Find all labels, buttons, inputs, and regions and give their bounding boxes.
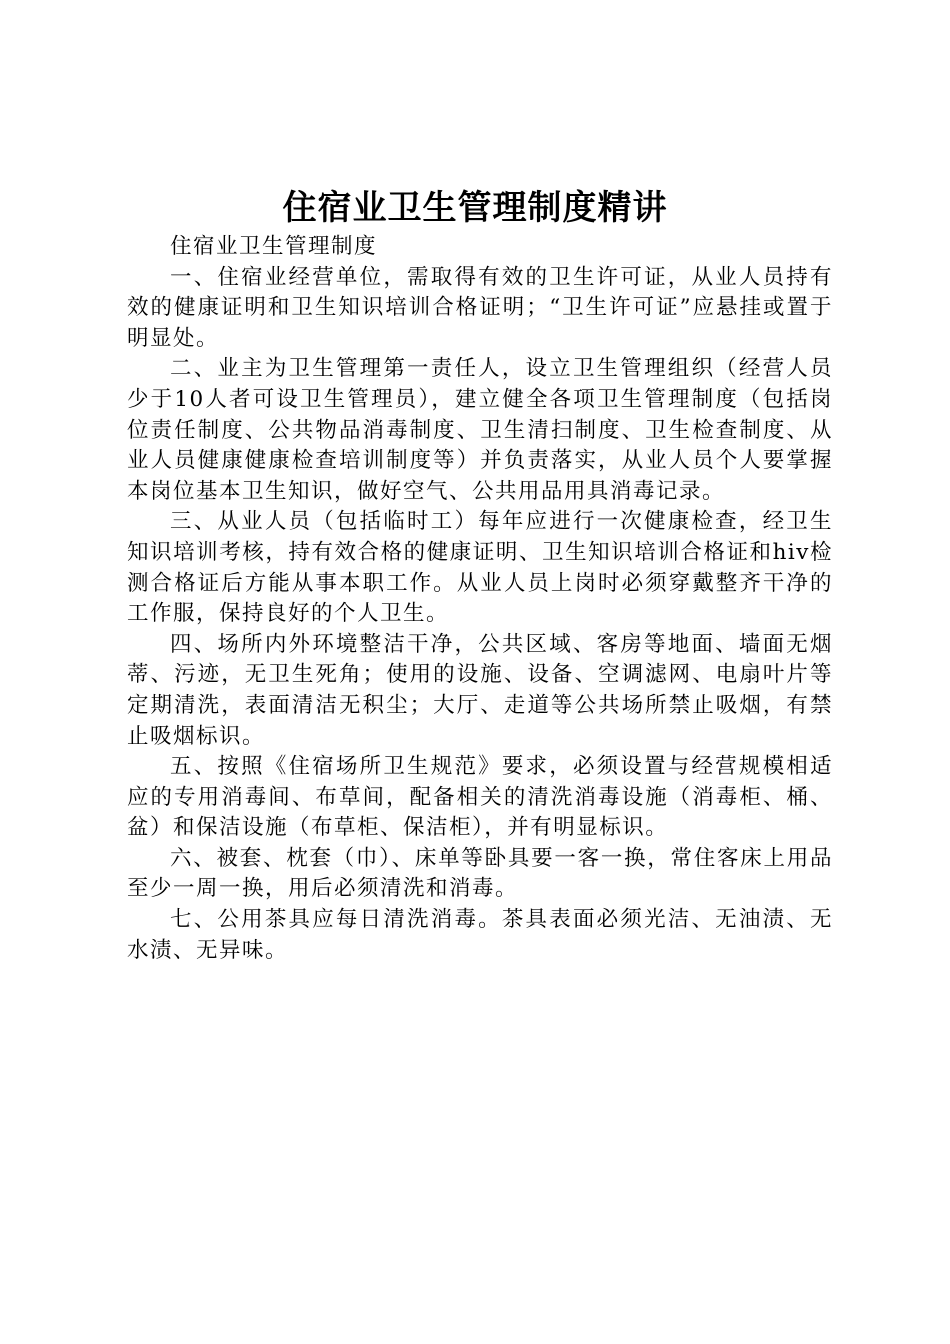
document-body	[127, 232, 833, 966]
paragraph-item-5: 五、按照《住宿场所卫生规范》要求，必须设置与经营规模相适应的专用消毒间、布草间，配备相关的清洗消毒设施（消毒柜、桶、盆）和保洁设施（布草柜、保洁柜），并有明显标识。	[127, 754, 833, 841]
paragraph-item-4: 四、场所内外环境整洁干净，公共区域、客房等地面、墙面无烟蒂、污迹，无卫生死角；使用的设施、设备、空调滤网、电扇叶片等定期清洗，表面清洁无积尘；大厅、走道等公共场所禁止吸烟，有禁止吸烟标识。	[127, 631, 833, 749]
paragraph-subtitle: 住宿业卫生管理制度	[170, 234, 378, 259]
paragraph-item-3: 三、从业人员（包括临时工）每年应进行一次健康检查，经卫生知识培训考核，持有效合格的健康证明、卫生知识培训合格证和hiv检测合格证后方能从事本职工作。从业人员上岗时必须穿戴整齐干净的工作服，保持良好的个人卫生。	[127, 509, 833, 627]
paragraph-item-1: 一、住宿业经营单位，需取得有效的卫生许可证，从业人员持有效的健康证明和卫生知识培训合格证明；“卫生许可证”应悬挂或置于明显处。	[127, 264, 833, 351]
paragraph-item-2: 二、业主为卫生管理第一责任人，设立卫生管理组织（经营人员少于10人者可设卫生管理员），建立健全各项卫生管理制度（包括岗位责任制度、公共物品消毒制度、卫生清扫制度、卫生检查制度、从业人员健康健康检查培训制度等）并负责落实，从业人员个人要掌握本岗位基本卫生知识，做好空气、公共用品用具消毒记录。	[127, 356, 833, 504]
paragraph-item-6: 六、被套、枕套（巾）、床单等卧具要一客一换，常住客床上用品至少一周一换，用后必须清洗和消毒。	[127, 845, 833, 902]
document-title: 住宿业卫生管理制度精讲	[282, 188, 668, 228]
paragraph-item-7: 七、公用茶具应每日清洗消毒。茶具表面必须光洁、无油渍、无水渍、无异味。	[127, 907, 833, 963]
